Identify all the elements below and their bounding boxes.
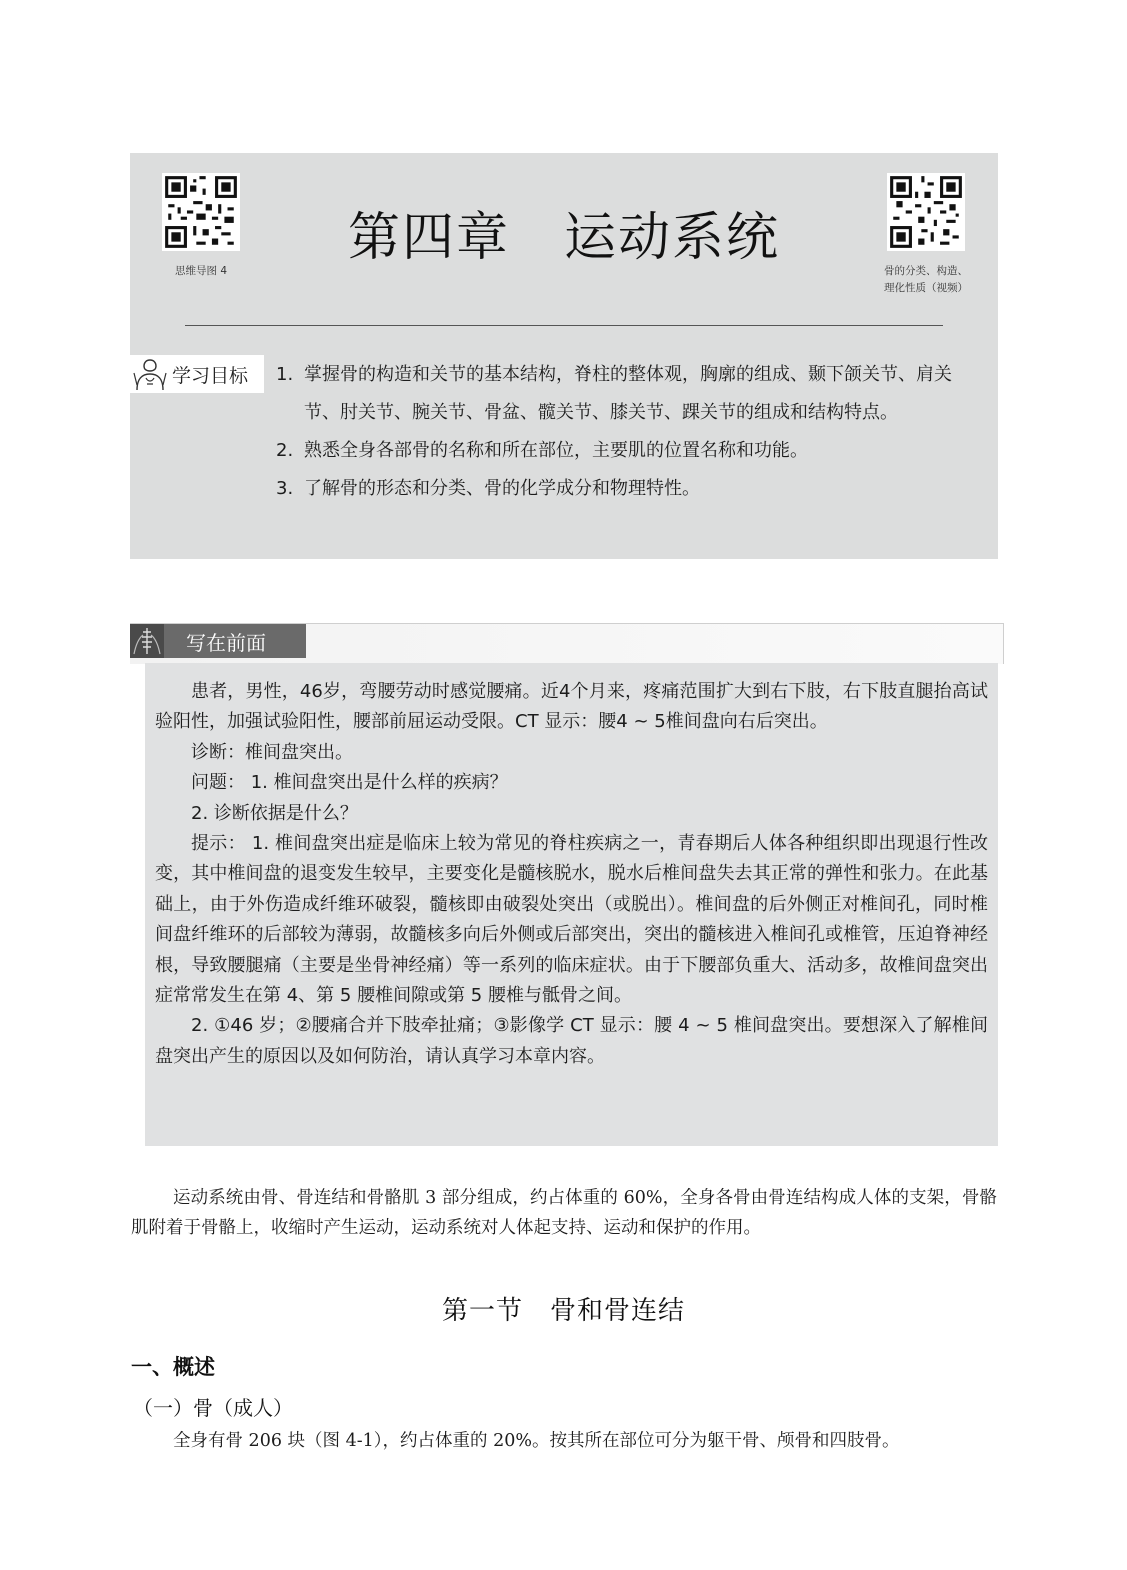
goal-text: 了解骨的形态和分类、骨的化学成分和物理特性。 — [304, 478, 700, 499]
preface-content — [155, 677, 988, 1072]
preface-box — [145, 663, 998, 1146]
chapter-title: 第四章 运动系统 — [347, 208, 780, 268]
section-title: 第一节 骨和骨连结 — [441, 1296, 685, 1326]
goal-number: 3. — [276, 478, 294, 499]
learning-goals-list — [276, 356, 982, 508]
case-description: 患者，男性，46岁，弯腰劳动时感觉腰痛。近4个月来，疼痛范围扩大到右下肢，右下肢直腿抬高试验阳性，加强试验阳性，腰部前屈运动受限。CT 显示：腰4 ~ 5椎间盘向右后突出。 — [155, 681, 988, 733]
goal-number: 2. — [276, 440, 294, 461]
body-paragraph: 全身有骨 206 块（图 4-1），约占体重的 20%。按其所在部位可分为躯干骨、颅骨和四肢骨。 — [173, 1431, 900, 1451]
question-2: 2. 诊断依据是什么？ — [191, 802, 358, 824]
goal-item — [276, 356, 982, 432]
intro-paragraph: 运动系统由骨、骨连结和骨骼肌 3 部分组成，约占体重的 60%，全身各骨由骨连结构成人体的支架，骨骼肌附着于骨骼上，收缩时产生运动，运动系统对人体起支持、运动和保护的作用。 — [131, 1188, 997, 1238]
goal-item — [276, 470, 982, 508]
header-divider — [185, 325, 943, 326]
learning-goals-label — [130, 355, 264, 393]
anatomy-spine-icon — [130, 624, 164, 658]
heading-overview: 一、概述 — [131, 1355, 215, 1379]
goal-number: 1. — [276, 364, 294, 385]
qr-right-caption-line1: 骨的分类、构造、 — [884, 265, 968, 277]
diagnosis: 诊断：椎间盘突出。 — [191, 741, 353, 763]
hint-1: 提示： 1. 椎间盘突出症是临床上较为常见的脊柱疾病之一，青春期后人体各种组织即出现退行性改变，其中椎间盘的退变发生较早，主要变化是髓核脱水，脱水后椎间盘失去其正常的弹性和张力。在此基础上，由于外伤造成纤维环破裂，髓核即由破裂处突出（或脱出）。椎间盘的后外侧正对椎间孔，同时椎间盘纤维环的后部较为薄弱，故髓核多向后外侧或后部突出，突出的髓核进入椎间孔或椎管，压迫脊神经根，导致腰腿痛（主要是坐骨神经痛）等一系列的临床症状。由于下腰部负重大、活动多，故椎间盘突出症常常发生在第 4、第 5 腰椎间隙或第 5 腰椎与骶骨之间。 — [155, 833, 988, 1007]
heading-bone: （一）骨（成人） — [133, 1396, 293, 1420]
learning-goals-text: 学习目标 — [172, 364, 249, 387]
chapter-header-box — [130, 153, 998, 559]
preface-header-bar — [130, 623, 1004, 664]
preface-tab — [130, 624, 306, 658]
qr-right-caption-line2: 理化性质（视频） — [884, 282, 968, 294]
anatomy-figure-icon — [132, 357, 168, 391]
goal-item — [276, 432, 982, 470]
goal-text: 掌握骨的构造和关节的基本结构，脊柱的整体观，胸廓的组成、颞下颌关节、肩关节、肘关节、腕关节、骨盆、髋关节、膝关节、踝关节的组成和结构特点。 — [304, 364, 952, 423]
question-1: 问题： 1. 椎间盘突出是什么样的疾病？ — [191, 772, 508, 794]
goal-text: 熟悉全身各部骨的名称和所在部位，主要肌的位置名称和功能。 — [304, 440, 808, 461]
qr-left-caption: 思维导图 4 — [174, 265, 228, 277]
hint-2: 2. ①46 岁；②腰痛合并下肢牵扯痛；③影像学 CT 显示：腰 4 ~ 5 椎间盘突出。要想深入了解椎间盘突出产生的原因以及如何防治，请认真学习本章内容。 — [155, 1015, 988, 1067]
preface-label: 写在前面 — [186, 630, 266, 655]
